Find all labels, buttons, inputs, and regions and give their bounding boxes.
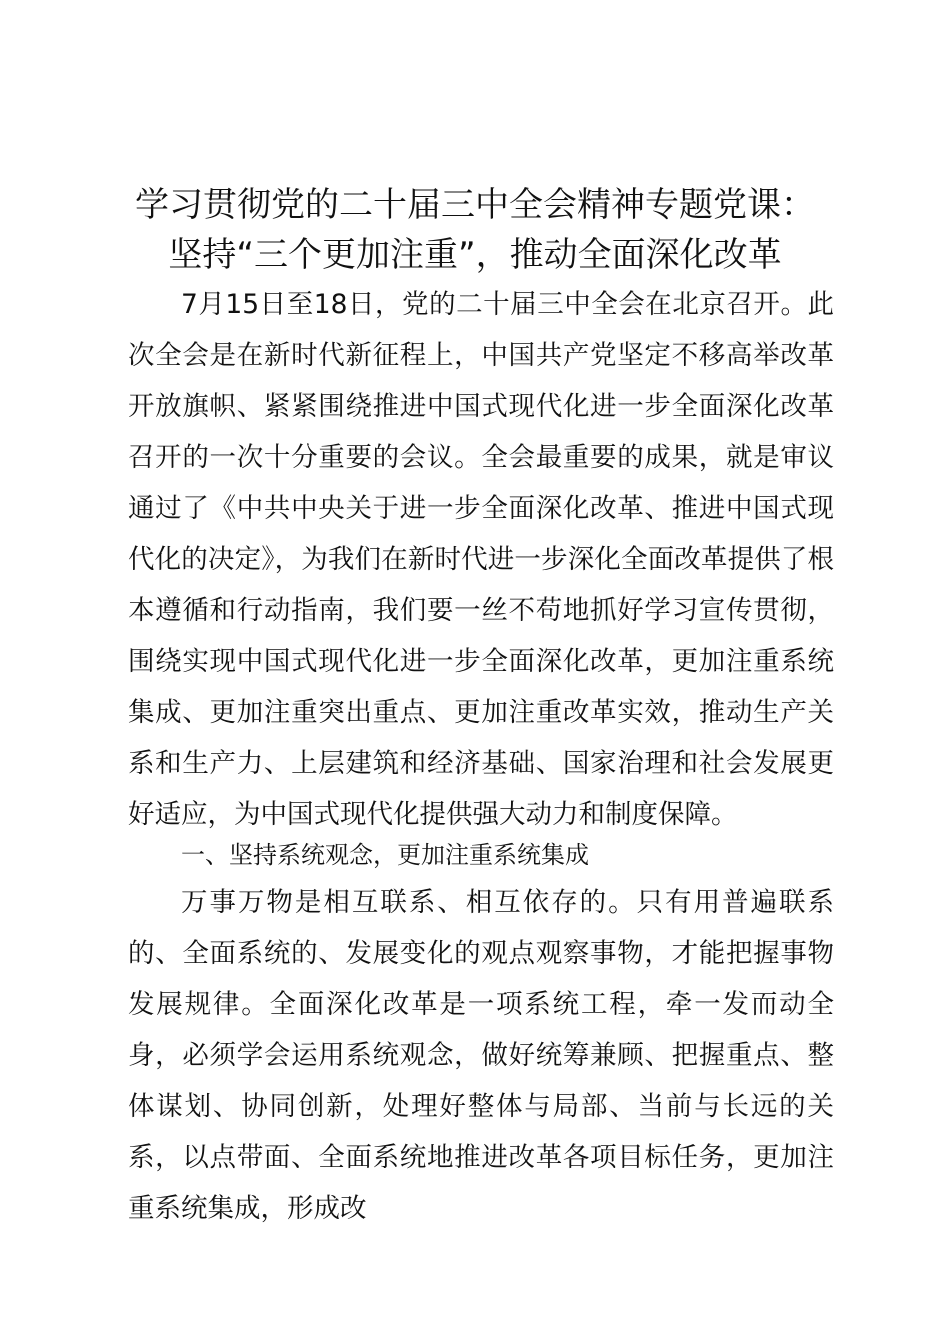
section-1-paragraph: 万事万物是相互联系、相互依存的。只有用普遍联系的、全面系统的、发展变化的观点观察事物，才能把握事物发展规律。全面深化改革是一项系统工程，牵一发而动全身，必须学会运用系统观念，做好统筹兼顾、把握重点、整体谋划、协同创新，处理好整体与局部、当前与长远的关系，以点带面、全面系统地推进改革各项目标任务，更加注重系统集成，形成改: [128, 887, 834, 1224]
section-heading-1: 一、坚持系统观念，更加注重系统集成: [181, 841, 589, 869]
intro-paragraph: 7月15日至18日，党的二十届三中全会在北京召开。此次全会是在新时代新征程上，中国共产党坚定不移高举改革开放旗帜、紧紧围绕推进中国式现代化进一步全面深化改革召开的一次十分重要的会议。全会最重要的成果，就是审议通过了《中共中央关于进一步全面深化改革、推进中国式现代化的决定》，为我们在新时代进一步深化全面改革提供了根本遵循和行动指南，我们要一丝不苟地抓好学习宣传贯彻，围绕实现中国式现代化进一步全面深化改革，更加注重系统集成、更加注重突出重点、更加注重改革实效，推动生产关系和生产力、上层建筑和经济基础、国家治理和社会发展更好适应，为中国式现代化提供强大动力和制度保障。: [128, 289, 834, 830]
document-title-line-1: 学习贯彻党的二十届三中全会精神专题党课：: [135, 185, 815, 225]
document-title-line-2: 坚持“三个更加注重”，推动全面深化改革: [168, 235, 782, 275]
